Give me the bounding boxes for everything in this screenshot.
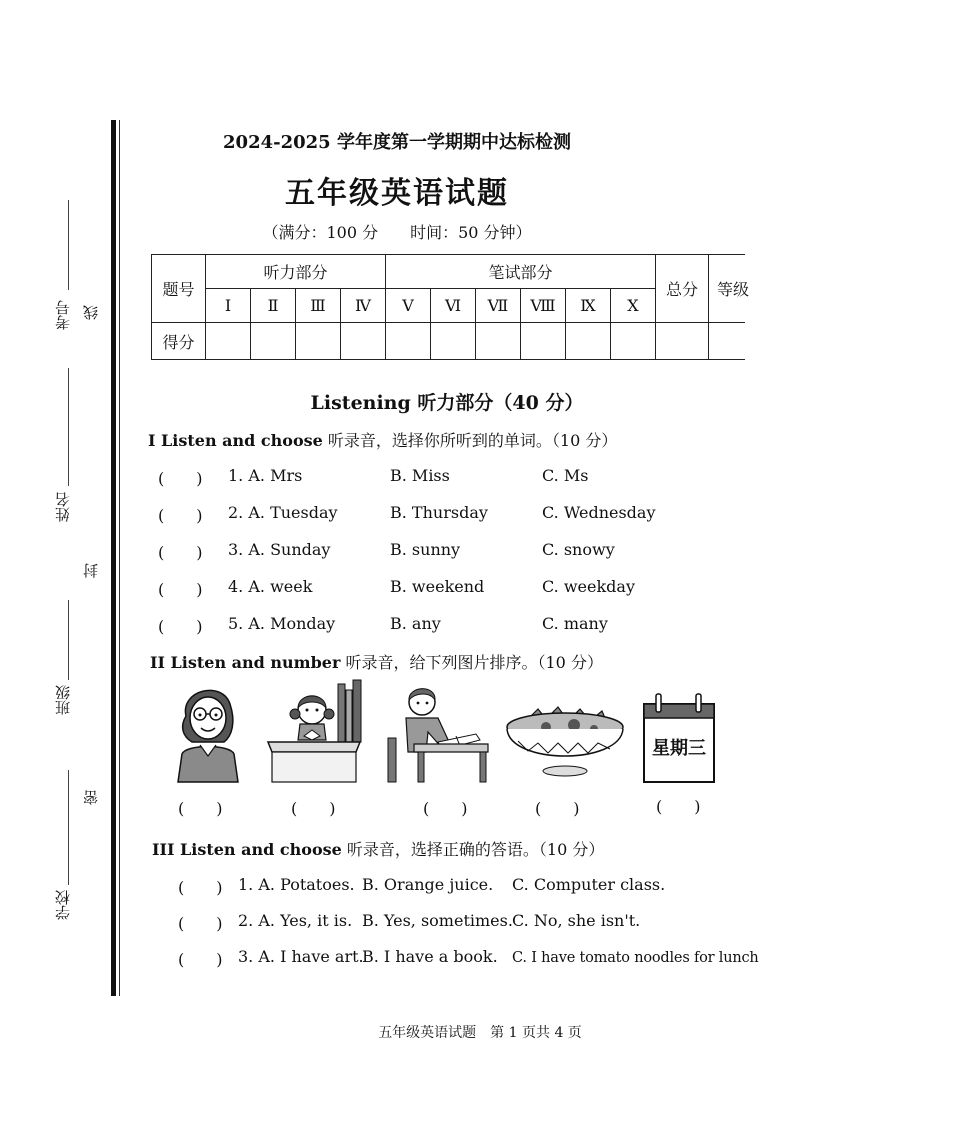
school-label: 学校 <box>54 890 72 920</box>
school-blank[interactable] <box>68 770 69 885</box>
numeral-cell: Ⅵ <box>431 289 476 323</box>
option-c: C. Wednesday <box>542 503 656 522</box>
name-label: 姓名 <box>54 492 72 522</box>
listening-header: 听力部分 <box>206 255 386 289</box>
option-a: 4. A. week <box>228 577 313 596</box>
answer-blank[interactable]: ( ) <box>158 506 203 525</box>
numeral-cell: Ⅸ <box>566 289 611 323</box>
option-c: C. No, she isn't. <box>512 911 641 930</box>
picture-answer-blank[interactable]: ( ) <box>535 799 580 818</box>
line-mark: 线 <box>82 305 100 320</box>
answer-blank[interactable]: ( ) <box>158 580 203 599</box>
class-blank[interactable] <box>68 600 69 680</box>
score-cell[interactable] <box>431 323 476 360</box>
listening-section-title: Listening 听力部分（40 分） <box>310 392 584 414</box>
option-c: C. Ms <box>542 466 589 485</box>
seal-mark: 封 <box>82 563 100 578</box>
part1-title: I Listen and choose 听录音，选择你所听到的单词。（10 分） <box>148 431 618 450</box>
numeral-cell: Ⅶ <box>476 289 521 323</box>
numeral-cell: Ⅲ <box>296 289 341 323</box>
option-a: 2. A. Tuesday <box>228 503 338 522</box>
picture-answer-blank[interactable]: ( ) <box>291 799 336 818</box>
option-a: 3. A. I have art. <box>238 947 364 966</box>
total-header: 总分 <box>656 255 709 323</box>
exam-no-blank[interactable] <box>68 200 69 290</box>
numeral-cell: Ⅰ <box>206 289 251 323</box>
option-c: C. weekday <box>542 577 635 596</box>
answer-blank[interactable]: ( ) <box>158 617 203 636</box>
numeral-cell: Ⅹ <box>611 289 656 323</box>
grade-header: 等级 <box>709 255 746 323</box>
question-no-header: 题号 <box>152 255 206 323</box>
numeral-cell: Ⅱ <box>251 289 296 323</box>
option-a: 3. A. Sunday <box>228 540 331 559</box>
score-cell[interactable] <box>206 323 251 360</box>
part2-title: II Listen and number 听录音，给下列图片排序。（10 分） <box>150 653 603 672</box>
option-b: B. weekend <box>390 577 485 596</box>
secret-mark: 密 <box>82 790 100 805</box>
option-a: 5. A. Monday <box>228 614 336 633</box>
girl-reading-at-desk-picture <box>264 680 364 782</box>
exam-title: 五年级英语试题 <box>285 176 509 211</box>
score-cell[interactable] <box>476 323 521 360</box>
option-a: 1. A. Potatoes. <box>238 875 355 894</box>
wednesday-calendar-picture <box>642 690 716 784</box>
binding-line-thin <box>119 120 120 996</box>
boy-doing-homework-picture <box>384 680 490 782</box>
answer-blank[interactable]: ( ) <box>178 878 223 897</box>
option-a: 1. A. Mrs <box>228 466 303 485</box>
option-c: C. snowy <box>542 540 615 559</box>
option-b: B. Orange juice. <box>362 875 494 894</box>
page-footer: 五年级英语试题 第 1 页共 4 页 <box>378 1025 582 1041</box>
option-b: B. Thursday <box>390 503 488 522</box>
written-header: 笔试部分 <box>386 255 656 289</box>
class-label: 班级 <box>54 685 72 715</box>
picture-answer-blank[interactable]: ( ) <box>423 799 468 818</box>
exam-term-title: 2024-2025 学年度第一学期期中达标检测 <box>223 132 571 153</box>
option-b: B. Yes, sometimes. <box>362 911 513 930</box>
score-cell[interactable] <box>611 323 656 360</box>
option-b: B. Miss <box>390 466 450 485</box>
exam-info: （满分：100 分 时间：50 分钟） <box>262 223 532 242</box>
numeral-cell: Ⅳ <box>341 289 386 323</box>
calendar-day-text: 星期三 <box>652 738 706 759</box>
answer-blank[interactable]: ( ) <box>158 543 203 562</box>
option-c: C. many <box>542 614 608 633</box>
score-row-label: 得分 <box>152 323 206 360</box>
option-a: 2. A. Yes, it is. <box>238 911 353 930</box>
total-score-cell[interactable] <box>656 323 709 360</box>
picture-answer-blank[interactable]: ( ) <box>178 799 223 818</box>
binding-line <box>111 120 116 996</box>
option-b: B. any <box>390 614 441 633</box>
score-cell[interactable] <box>521 323 566 360</box>
picture-answer-blank[interactable]: ( ) <box>656 797 701 816</box>
option-b: B. I have a book. <box>362 947 498 966</box>
option-c: C. Computer class. <box>512 875 666 894</box>
numeral-cell: Ⅷ <box>521 289 566 323</box>
score-cell[interactable] <box>386 323 431 360</box>
option-b: B. sunny <box>390 540 461 559</box>
name-blank[interactable] <box>68 368 69 486</box>
score-cell[interactable] <box>296 323 341 360</box>
answer-blank[interactable]: ( ) <box>178 950 223 969</box>
score-cell[interactable] <box>251 323 296 360</box>
option-c: C. I have tomato noodles for lunch <box>512 950 759 966</box>
score-cell[interactable] <box>341 323 386 360</box>
grade-cell[interactable] <box>709 323 746 360</box>
score-cell[interactable] <box>566 323 611 360</box>
answer-blank[interactable]: ( ) <box>158 469 203 488</box>
salad-bowl-picture <box>504 705 626 781</box>
teacher-with-glasses-picture <box>172 680 244 782</box>
numeral-cell: Ⅴ <box>386 289 431 323</box>
score-table <box>151 254 750 360</box>
exam-no-label: 考号 <box>54 300 72 330</box>
part3-title: III Listen and choose 听录音，选择正确的答语。（10 分） <box>152 840 605 859</box>
answer-blank[interactable]: ( ) <box>178 914 223 933</box>
